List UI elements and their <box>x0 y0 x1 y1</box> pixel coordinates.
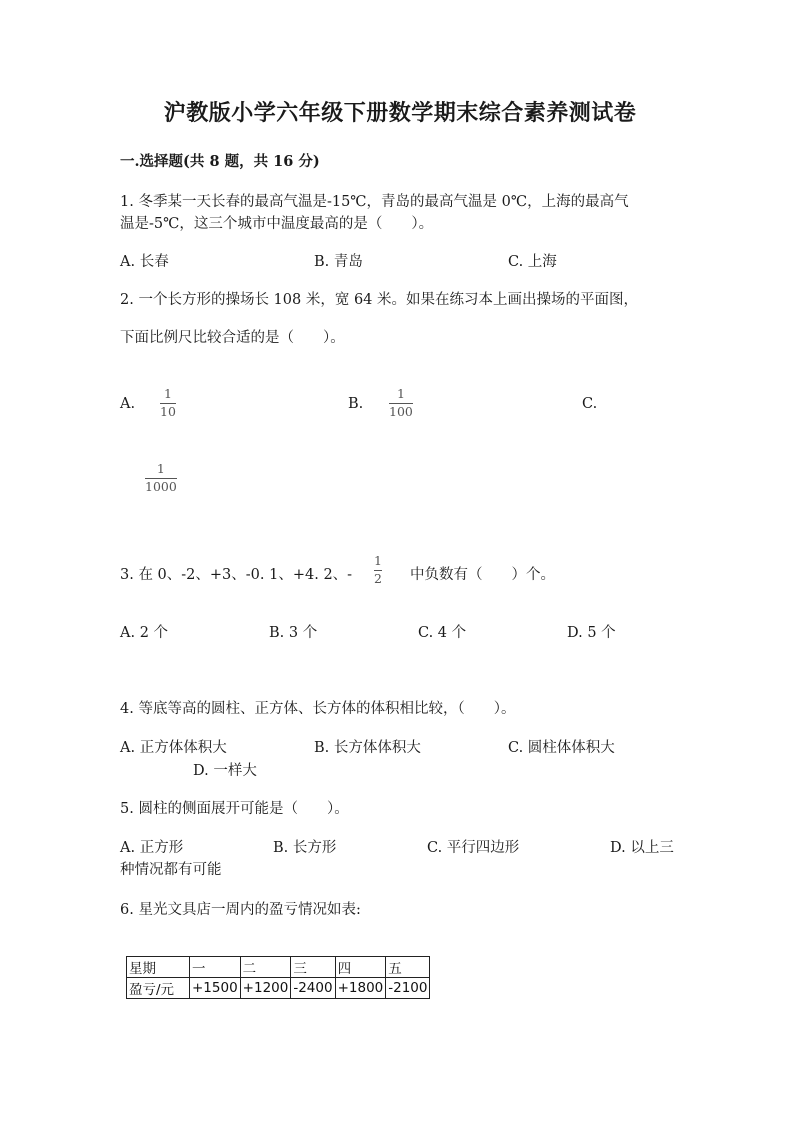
q2-option-c-label: C. <box>582 396 598 412</box>
q3-option-d: D. 5 个 <box>567 625 616 641</box>
q5-option-d: D. 以上三 <box>610 840 674 856</box>
q4-option-c: C. 圆柱体体积大 <box>508 740 615 756</box>
table-cell: 星期 <box>127 957 190 978</box>
table-row-header <box>127 957 430 978</box>
q2-option-b-fraction <box>389 387 413 419</box>
page-title: 沪教版小学六年级下册数学期末综合素养测试卷 <box>163 100 637 126</box>
q5-option-a: A. 正方形 <box>120 840 184 856</box>
q3-fraction <box>374 554 382 586</box>
q5-option-b: B. 长方形 <box>273 840 337 856</box>
q2-line1: 2. 一个长方形的操场长 108 米，宽 64 米。如果在练习本上画出操场的平面图， <box>120 292 639 308</box>
q3-text-before: 3. 在 0、-2、+3、-0. 1、+4. 2、- <box>120 567 353 583</box>
q4-option-d: D. 一样大 <box>193 763 257 779</box>
fraction-denominator: 10 <box>160 404 176 419</box>
table-cell: 二 <box>240 957 291 978</box>
q3-option-a: A. 2 个 <box>120 625 169 641</box>
section-heading: 一.选择题(共 8 题，共 16 分) <box>120 153 320 170</box>
q1-line2: 温是-5℃，这三个城市中温度最高的是（ ）。 <box>120 216 434 232</box>
profit-loss-table <box>126 956 430 999</box>
fraction-numerator: 1 <box>374 553 382 568</box>
q3-option-b: B. 3 个 <box>269 625 318 641</box>
q1-option-a: A. 长春 <box>120 254 169 270</box>
q2-option-a-label: A. <box>120 396 136 412</box>
table-cell: +1500 <box>190 978 241 999</box>
q1-option-b: B. 青岛 <box>314 254 363 270</box>
q1-option-c: C. 上海 <box>508 254 557 270</box>
table-cell: -2400 <box>291 978 335 999</box>
q2-line2: 下面比例尺比较合适的是（ ）。 <box>120 330 345 346</box>
q5-option-c: C. 平行四边形 <box>427 840 520 856</box>
q2-option-b-label: B. <box>348 396 364 412</box>
q3-text-after: 中负数有（ ）个。 <box>410 567 555 583</box>
table-cell: 四 <box>335 957 386 978</box>
fraction-denominator: 2 <box>374 571 382 586</box>
fraction-numerator: 1 <box>156 461 165 476</box>
table-cell: -2100 <box>386 978 430 999</box>
fraction-denominator: 1000 <box>145 479 177 494</box>
fraction-numerator: 1 <box>396 386 405 401</box>
table-cell: 五 <box>386 957 430 978</box>
table-row-values <box>127 978 430 999</box>
q2-option-c-fraction <box>145 462 177 494</box>
fraction-numerator: 1 <box>163 386 172 401</box>
table-cell: 盈亏/元 <box>127 978 190 999</box>
q4-option-a: A. 正方体体积大 <box>120 740 227 756</box>
q2-option-a-fraction <box>160 387 176 419</box>
fraction-denominator: 100 <box>389 404 413 419</box>
q3-option-c: C. 4 个 <box>418 625 467 641</box>
table-cell: +1200 <box>240 978 291 999</box>
q5-text: 5. 圆柱的侧面展开可能是（ ）。 <box>120 801 349 817</box>
q4-option-b: B. 长方体体积大 <box>314 740 421 756</box>
q4-text: 4. 等底等高的圆柱、正方体、长方体的体积相比较，（ ）。 <box>120 701 516 717</box>
table-cell: +1800 <box>335 978 386 999</box>
table-cell: 一 <box>190 957 241 978</box>
q6-text: 6. 星光文具店一周内的盈亏情况如表: <box>120 902 361 918</box>
table-cell: 三 <box>291 957 335 978</box>
q1-line1: 1. 冬季某一天长春的最高气温是-15℃，青岛的最高气温是 0℃，上海的最高气 <box>120 194 629 210</box>
q5-option-d-wrap: 种情况都有可能 <box>120 862 222 878</box>
